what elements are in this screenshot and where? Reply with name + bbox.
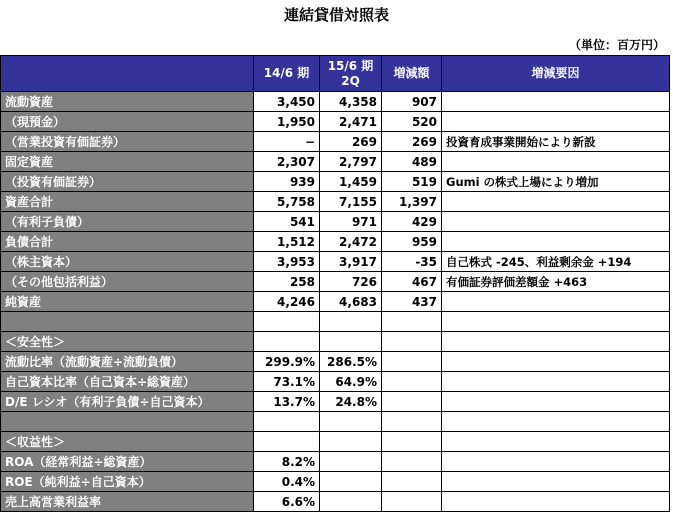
- row-c1: −: [254, 132, 320, 152]
- row-label: 流動比率（流動資産÷流動負債）: [1, 352, 254, 372]
- table-row: [1, 472, 670, 492]
- row-note: [442, 152, 670, 172]
- spacer-cell: [382, 412, 442, 432]
- row-c2: 726: [320, 272, 382, 292]
- row-c3: 907: [382, 92, 442, 112]
- main-body: [1, 92, 670, 512]
- table-row: [1, 352, 670, 372]
- empty-cell: [320, 432, 382, 452]
- row-label: 流動資産: [1, 92, 254, 112]
- row-label: （現預金）: [1, 112, 254, 132]
- empty-cell: [382, 452, 442, 472]
- empty-cell: [382, 492, 442, 512]
- table-row: [1, 92, 670, 112]
- row-label: 自己資本比率（自己資本÷総資産）: [1, 372, 254, 392]
- row-c3: 519: [382, 172, 442, 192]
- header-col2-line2: 2Q: [341, 73, 360, 88]
- row-c3: 1,397: [382, 192, 442, 212]
- row-note: Gumi の株式上場により増加: [442, 172, 670, 192]
- spacer-cell: [382, 312, 442, 332]
- row-c1: 6.6%: [254, 492, 320, 512]
- empty-cell: [442, 392, 670, 412]
- row-c2: 4,358: [320, 92, 382, 112]
- table-row: [1, 292, 670, 312]
- empty-cell: [382, 332, 442, 352]
- row-c1: 299.9%: [254, 352, 320, 372]
- empty-cell: [442, 452, 670, 472]
- empty-cell: [442, 332, 670, 352]
- spacer-cell: [442, 312, 670, 332]
- row-label: 資産合計: [1, 192, 254, 212]
- row-c2: 2,471: [320, 112, 382, 132]
- empty-cell: [320, 332, 382, 352]
- unit-note: （単位：百万円）: [568, 38, 665, 52]
- row-label: （有利子負債）: [1, 212, 254, 232]
- row-note: [442, 92, 670, 112]
- row-label: （営業投資有価証券）: [1, 132, 254, 152]
- row-c1: 939: [254, 172, 320, 192]
- empty-cell: [382, 432, 442, 452]
- row-label: 固定資産: [1, 152, 254, 172]
- row-c3: 467: [382, 272, 442, 292]
- row-c1: 541: [254, 212, 320, 232]
- table-row: [1, 252, 670, 272]
- row-c2: 269: [320, 132, 382, 152]
- row-c1: 4,246: [254, 292, 320, 312]
- row-c1: 1,512: [254, 232, 320, 252]
- row-note: [442, 192, 670, 212]
- spacer-cell: [442, 412, 670, 432]
- header-col2-line1: 15/6 期: [327, 58, 374, 73]
- spacer-label: [1, 412, 254, 432]
- header-blank: [1, 56, 254, 92]
- row-c1: 1,950: [254, 112, 320, 132]
- spacer-cell: [320, 312, 382, 332]
- row-note: [442, 292, 670, 312]
- row-c3: 429: [382, 212, 442, 232]
- row-c2: 7,155: [320, 192, 382, 212]
- row-label: （株主資本）: [1, 252, 254, 272]
- row-c1: 3,450: [254, 92, 320, 112]
- table-row: [1, 192, 670, 212]
- row-c1: 73.1%: [254, 372, 320, 392]
- row-c3: -35: [382, 252, 442, 272]
- empty-cell: [320, 492, 382, 512]
- row-label: （投資有価証券）: [1, 172, 254, 192]
- row-label: D/E レシオ（有利子負債÷自己資本）: [1, 392, 254, 412]
- empty-cell: [442, 492, 670, 512]
- row-c1: 8.2%: [254, 452, 320, 472]
- row-note: [442, 112, 670, 132]
- table-row: [1, 392, 670, 412]
- safety-heading-row: [1, 332, 670, 352]
- row-c2: 286.5%: [320, 352, 382, 372]
- empty-cell: [254, 432, 320, 452]
- empty-cell: [382, 392, 442, 412]
- empty-cell: [442, 372, 670, 392]
- row-note: 自己株式 -245、利益剰余金 +194: [442, 252, 670, 272]
- row-c3: 269: [382, 132, 442, 152]
- header-col2: [320, 56, 382, 92]
- empty-cell: [382, 472, 442, 492]
- table-row: [1, 172, 670, 192]
- row-label: ROE（純利益÷自己資本）: [1, 472, 254, 492]
- row-c3: 520: [382, 112, 442, 132]
- row-c1: 13.7%: [254, 392, 320, 412]
- safety-heading: ＜安全性＞: [1, 332, 254, 352]
- row-label: 売上高営業利益率: [1, 492, 254, 512]
- row-note: 投資育成事業開始により新設: [442, 132, 670, 152]
- empty-cell: [442, 472, 670, 492]
- row-c2: 2,797: [320, 152, 382, 172]
- page-title: 連結貸借対照表: [283, 6, 389, 24]
- profitability-heading-row: [1, 432, 670, 452]
- spacer-cell: [320, 412, 382, 432]
- spacer-row: [1, 312, 670, 332]
- header-col4: 増減要因: [442, 56, 670, 92]
- table-row: [1, 212, 670, 232]
- row-note: [442, 232, 670, 252]
- row-c2: 64.9%: [320, 372, 382, 392]
- profitability-heading: ＜収益性＞: [1, 432, 254, 452]
- row-c2: 3,917: [320, 252, 382, 272]
- spacer-cell: [254, 412, 320, 432]
- empty-cell: [442, 352, 670, 372]
- table-row: [1, 272, 670, 292]
- row-label: 純資産: [1, 292, 254, 312]
- spacer-cell: [254, 312, 320, 332]
- row-c3: 437: [382, 292, 442, 312]
- row-c2: 1,459: [320, 172, 382, 192]
- header-row: [1, 56, 670, 92]
- table-row: [1, 232, 670, 252]
- table-row: [1, 112, 670, 132]
- row-c2: 24.8%: [320, 392, 382, 412]
- empty-cell: [442, 432, 670, 452]
- row-c3: 959: [382, 232, 442, 252]
- row-note: 有価証券評価差額金 +463: [442, 272, 670, 292]
- row-note: [442, 212, 670, 232]
- row-c1: 258: [254, 272, 320, 292]
- row-label: （その他包括利益）: [1, 272, 254, 292]
- table-row: [1, 152, 670, 172]
- row-label: ROA（経常利益÷総資産）: [1, 452, 254, 472]
- row-c2: 4,683: [320, 292, 382, 312]
- row-c1: 2,307: [254, 152, 320, 172]
- header-col3: 増減額: [382, 56, 442, 92]
- row-c1: 3,953: [254, 252, 320, 272]
- empty-cell: [382, 352, 442, 372]
- spacer-row: [1, 412, 670, 432]
- row-c1: 0.4%: [254, 472, 320, 492]
- row-c2: 2,472: [320, 232, 382, 252]
- table-row: [1, 372, 670, 392]
- balance-sheet-table: [0, 55, 670, 512]
- empty-cell: [382, 372, 442, 392]
- empty-cell: [320, 452, 382, 472]
- row-c2: 971: [320, 212, 382, 232]
- empty-cell: [320, 472, 382, 492]
- table-row: [1, 132, 670, 152]
- row-c3: 489: [382, 152, 442, 172]
- table-row: [1, 492, 670, 512]
- table-row: [1, 452, 670, 472]
- header-col1: 14/6 期: [254, 56, 320, 92]
- spacer-label: [1, 312, 254, 332]
- empty-cell: [254, 332, 320, 352]
- row-label: 負債合計: [1, 232, 254, 252]
- row-c1: 5,758: [254, 192, 320, 212]
